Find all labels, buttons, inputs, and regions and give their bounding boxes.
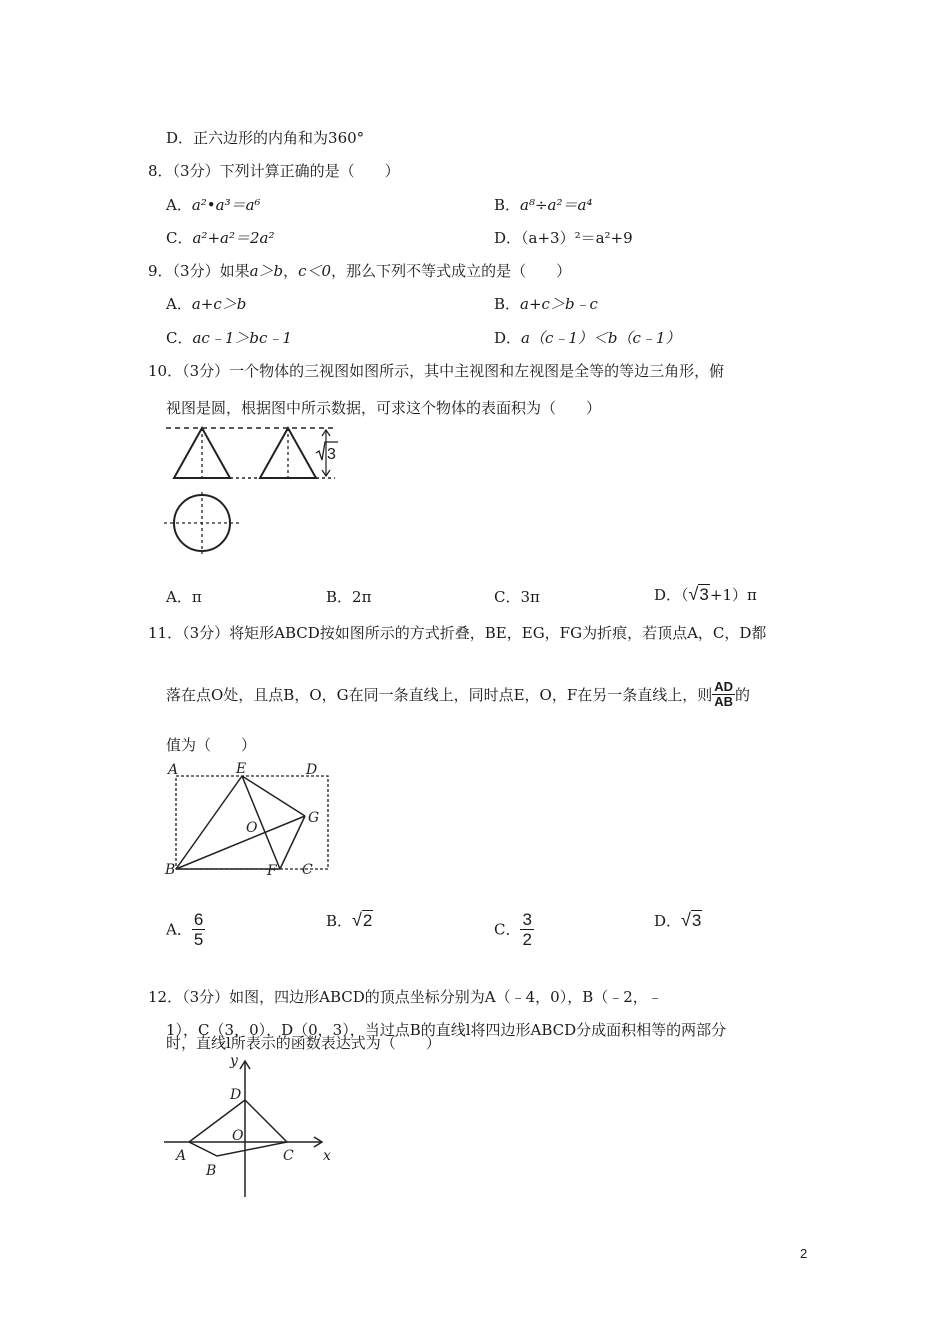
page-number: 2 bbox=[800, 1246, 808, 1261]
q8-option-d: D．（a+3）²＝a²+9 bbox=[494, 229, 633, 247]
q11-option-d: D．√3 bbox=[654, 910, 702, 930]
q11-label-o: O bbox=[246, 820, 258, 836]
q11-option-b: B．√2 bbox=[326, 910, 373, 930]
q10-three-view-figure bbox=[160, 420, 350, 560]
q10-stem-1: 10．（3分）一个物体的三视图如图所示，其中主视图和左视图是全等的等边三角形，俯 bbox=[148, 362, 725, 380]
q9-stem: 9．（3分）如果a＞b，c＜0，那么下列不等式成立的是（ ） bbox=[148, 262, 572, 280]
q10-option-c: C．3π bbox=[494, 588, 540, 606]
q11-label-c: C bbox=[302, 862, 313, 878]
q11-fold-eg bbox=[242, 776, 305, 816]
q11-stem-3: 值为（ ） bbox=[166, 736, 257, 754]
q11-stem-1: 11．（3分）将矩形ABCD按如图所示的方式折叠，BE，EG，FG为折痕，若顶点A，C，D都 bbox=[148, 624, 767, 642]
q11-stem-2: 落在点O处，且点B，O，G在同一条直线上，同时点E，O，F在另一条直线上，则 $\frac{AD}{AB}$ 的 bbox=[166, 679, 751, 709]
q8-option-b: B．a⁸÷a²＝a⁴ bbox=[494, 196, 593, 214]
q11-label-b: B bbox=[165, 862, 176, 878]
q11-label-d: D bbox=[306, 762, 318, 778]
q12-label-o: O bbox=[232, 1128, 244, 1144]
q12-label-b: B bbox=[206, 1163, 217, 1179]
q12-label-x: x bbox=[323, 1148, 331, 1164]
q10-option-b: B．2π bbox=[326, 588, 372, 606]
q11-ratio-fraction: $\frac{AD}{AB}$ bbox=[714, 679, 734, 709]
q11-option-b-sqrt: √2 bbox=[352, 910, 373, 930]
q9-option-c: C．ac﹣1＞bc﹣1 bbox=[166, 329, 292, 347]
q12-stem-3: 时，直线l所表示的函数表达式为（ ） bbox=[166, 1034, 441, 1052]
q8-option-c: C．a²+a²＝2a² bbox=[166, 229, 275, 247]
q11-option-c: C． $\frac{3}{2}$ bbox=[494, 910, 532, 949]
q9-option-d: D．a（c﹣1）＜b（c﹣1） bbox=[494, 329, 681, 347]
q10-option-d: D．（√3+1）π bbox=[654, 584, 757, 604]
q9-option-a: A．a+c＞b bbox=[166, 295, 247, 313]
q11-fold-figure bbox=[160, 760, 340, 880]
q11-label-a: A bbox=[168, 762, 179, 778]
q12-label-c: C bbox=[283, 1148, 294, 1164]
q11-option-c-fraction: $\frac{3}{2}$ bbox=[522, 910, 532, 949]
q11-label-g: G bbox=[308, 810, 320, 826]
q7-option-d: D．正六边形的内角和为360° bbox=[166, 129, 365, 147]
q10-option-a: A．π bbox=[166, 588, 202, 606]
q11-option-a-fraction: $\frac{6}{5}$ bbox=[193, 910, 204, 949]
q10-dimension-label: 3 bbox=[327, 446, 336, 463]
q12-stem-2: 1），C（3，0），D（0，3），当过点B的直线l将四边形ABCD分成面积相等的两部分 bbox=[166, 1021, 727, 1039]
q8-stem: 8．（3分）下列计算正确的是（ ） bbox=[148, 162, 400, 180]
q11-option-d-sqrt: √3 bbox=[681, 910, 702, 930]
q12-label-y: y bbox=[230, 1053, 238, 1069]
q12-stem-1: 12．（3分）如图，四边形ABCD的顶点坐标分别为A（﹣4，0），B（﹣2，﹣ bbox=[148, 988, 663, 1006]
q11-label-f: F bbox=[267, 863, 277, 879]
q8-option-a: A．a²•a³＝a⁶ bbox=[166, 196, 261, 214]
q12-label-a: A bbox=[176, 1148, 187, 1164]
q9-option-b: B．a+c＞b﹣c bbox=[494, 295, 598, 313]
q10-stem-2: 视图是圆，根据图中所示数据，可求这个物体的表面积为（ ） bbox=[166, 399, 602, 417]
q11-option-a: A． $\frac{6}{5}$ bbox=[166, 910, 204, 949]
q12-coordinate-figure bbox=[160, 1055, 340, 1205]
q10-option-d-sqrt: √3 bbox=[688, 584, 709, 604]
q11-label-e: E bbox=[236, 761, 247, 777]
q12-label-d: D bbox=[230, 1087, 242, 1103]
